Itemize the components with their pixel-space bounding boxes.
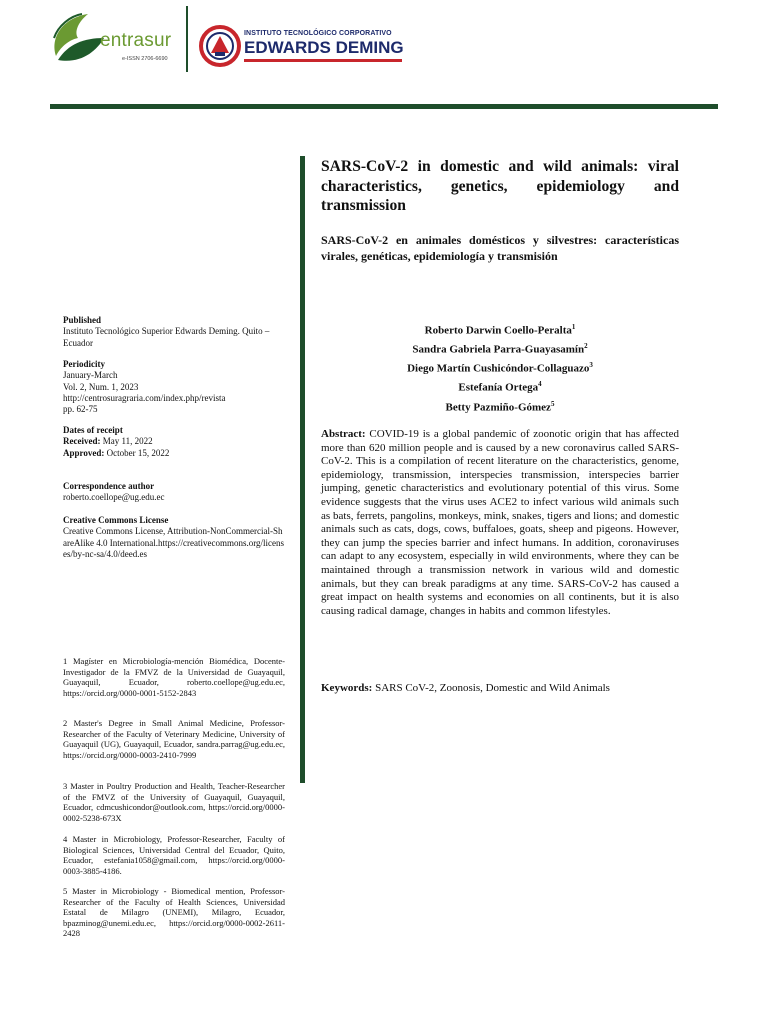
license-heading: Creative Commons License: [63, 515, 169, 525]
keywords-text: SARS CoV-2, Zoonosis, Domestic and Wild Animals: [375, 682, 610, 694]
article-title-es: SARS-CoV-2 en animales domésticos y silvestres: características virales, genéticas, epidemiología y transmisión: [321, 233, 679, 263]
dates-block: [63, 425, 285, 459]
deming-institute-label: INSTITUTO TECNOLÓGICO CORPORATIVO: [244, 30, 392, 37]
author: Estefanía Ortega$^4$: [458, 380, 542, 395]
periodicity-line: January-March: [63, 370, 118, 381]
footnote: 4 Master in Microbiology, Professor-Researcher, Faculty of Biological Sciences, Universidad Central del Ecuador, Quito, Ecuador, estefania1058@gmail.com, https://orcid.org/0000-0003-3885-4186.: [63, 834, 285, 876]
published-text: Instituto Tecnológico Superior Edwards Deming. Quito – Ecuador: [63, 326, 270, 348]
header-rule: [50, 104, 718, 109]
periodicity-line: Vol. 2, Num. 1, 2023: [63, 381, 139, 392]
journal-url[interactable]: http://centrosuragraria.com/index.php/revista: [63, 392, 226, 403]
deming-name: EDWARDS DEMING: [244, 38, 404, 57]
entrasur-brand: entrasur: [100, 30, 172, 51]
entrasur-issn: e-ISSN 2706-6690: [122, 56, 168, 62]
author: Sandra Gabriela Parra-Guayasamín$^2$: [412, 342, 588, 356]
keywords-label: Keywords:: [321, 682, 373, 694]
author: Roberto Darwin Coello-Peralta$^1$: [424, 323, 576, 337]
author: Diego Martín Cushicóndor-Collaguazo$^3$: [407, 361, 593, 375]
periodicity-heading: Periodicity: [63, 359, 105, 369]
license-block: [63, 515, 285, 560]
vertical-rule: [300, 156, 305, 783]
received-value: May 11, 2022: [102, 436, 153, 447]
deming-emblem-icon: [198, 24, 242, 68]
abstract: [321, 428, 679, 618]
abstract-text: COVID-19 is a global pandemic of zoonotic origin that has affected more than 620 million people and is caused by a new coronavirus called SARS-CoV-2. This is a compilation of recent literature on the characteristics, genome, epidemiology, transmission, interspecies transmission, interspecies barrier jumping, genetic characteristics and evolutionary potential of this virus. Some evidence suggests that the virus uses ACE2 to infect various wild animals such as bats, ferrets, pangolins, monkeys, mink, snakes, tigers and lions; and domestic animals such as cats, dogs, cows, buffaloes, goats, sheep and pigeons. However, they can jump the species barrier and infect humans. In addition, coronaviruses can adapt to any ecosystem, especially in wild environments, where they can be maintained through a transmission network in various wild and domestic animals, but they can break paradigms at any time. SARS-CoV-2 has caused a great impact on health systems and economies on all continents, but it is also causing radical damage, changes in habits and common lifestyles.: [321, 428, 680, 617]
periodicity-line: pp. 62-75: [63, 404, 98, 415]
periodicity-block: [63, 359, 285, 415]
edwards-deming-logo: [198, 24, 408, 70]
received-label: Received:: [63, 436, 101, 447]
correspondence-email[interactable]: roberto.coellope@ug.edu.ec: [63, 492, 165, 503]
approved-label: Approved:: [63, 447, 105, 458]
footnote: 1 Magíster en Microbiología-mención Biomédica, Docente-Investigador de la FMVZ de la Universidad de Guayaquil, Guayaquil, Ecuador, roberto.coellope@ug.edu.ec, https://orcid.org/0000-0001-5152-2843: [63, 656, 285, 698]
dates-heading: Dates of receipt: [63, 425, 123, 435]
published-heading: Published: [63, 315, 102, 325]
correspondence-block: [63, 481, 285, 504]
deming-underline: [244, 59, 402, 62]
footnote: 2 Master's Degree in Small Animal Medicine, Professor-Researcher of the Faculty of Veterinary Medicine, University of Guayaquil (UG), Guayaquil, Ecuador, sandra.parrag@ug.edu.ec, https://orcid.org/0000-0003-2410-7999: [63, 718, 285, 760]
author: Betty Pazmiño-Gómez$^5$: [445, 399, 555, 414]
author-list: [321, 320, 679, 416]
footnote: 3 Master in Poultry Production and Health, Teacher-Researcher of the FMVZ of the University of Guayaquil, Guayaquil, Ecuador, cdmcushicondor@outlook.com, https://orcid.org/0000-0002-5238-673X: [63, 781, 285, 823]
abstract-label: Abstract:: [321, 428, 366, 440]
entrasur-logo: [48, 8, 178, 72]
keywords: [321, 682, 679, 696]
approved-value: October 15, 2022: [106, 447, 170, 458]
correspondence-heading: Correspondence author: [63, 481, 155, 491]
article-title-en: SARS-CoV-2 in domestic and wild animals: viral characteristics, genetics, epidemiology and transmission: [321, 158, 679, 214]
license-text: Creative Commons License, Attribution-NonCommercial-ShareAlike 4.0 International.https://creativecommons.org/licenses/by-nc-sa/4.0/deed.es: [63, 526, 285, 559]
page-header: [0, 0, 768, 110]
footnote: 5 Master in Microbiology - Biomedical mention, Professor-Researcher of the Faculty of Health Sciences, Universidad Estatal de Milagro (UNEMI), Milagro, Ecuador, bpazminog@unemi.edu.ec, https://orcid.org/0000-0002-2611-2428: [63, 886, 285, 939]
published-block: [63, 315, 285, 349]
header-divider: [186, 6, 188, 72]
